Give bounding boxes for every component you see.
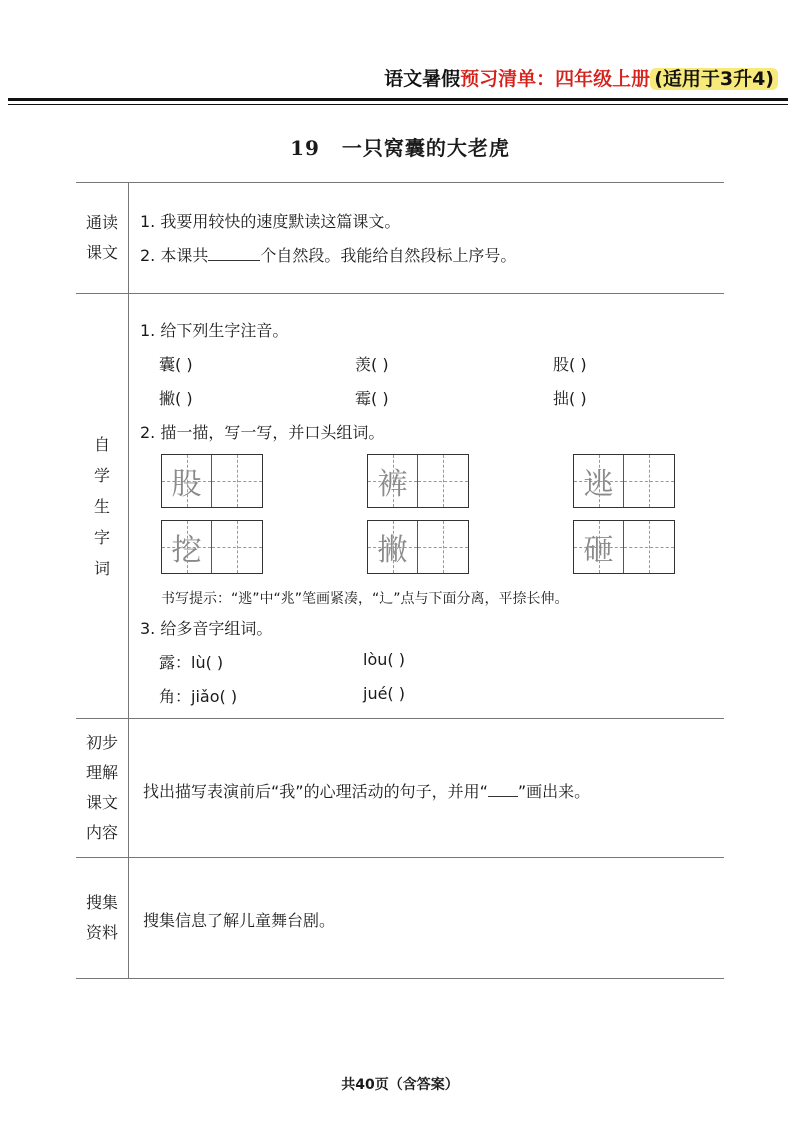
trace-grid[interactable] [573,520,675,574]
pinyin-item[interactable]: 羡( ) [355,355,389,374]
row-understand [76,719,724,858]
label-words-char: 生 [93,496,110,516]
polyphone-item[interactable]: jué( ) [363,684,405,703]
label-words [76,294,129,719]
header-rule-thin [8,104,788,105]
pinyin-item[interactable]: 拙( ) [553,389,587,408]
label-understand [76,719,129,858]
page-footer: 共40页（含答案） [341,1077,459,1093]
label-words-char: 学 [93,465,110,485]
trace-char: 股 [171,467,202,502]
understand-task [143,779,590,802]
pinyin-item[interactable]: 囊( ) [159,355,193,374]
lesson-name: 一只窝囊的大老虎 [341,136,510,160]
content-read [129,183,725,294]
label-collect-line2: 资料 [85,923,118,942]
worksheet-header [384,64,778,91]
polyphone-item[interactable]: 角：jiǎo( ) [159,687,238,706]
label-understand-line: 初步 [85,733,118,752]
label-understand-line: 内容 [85,823,118,842]
understand-task-suffix: ”画出来。 [517,782,591,801]
trace-char: 砸 [583,533,614,568]
header-grade-badge: (适用于3升4) [650,68,778,90]
polyphone-item[interactable]: lòu( ) [363,650,405,669]
writing-tip: 书写提示：“逃”中“兆”笔画紧凑，“辶”点与下面分离，平捺长伸。 [161,591,569,607]
read-item-2-prefix: 2. 本课共 [140,246,209,265]
q3-instruction: 3. 给多音字组词。 [140,619,273,638]
label-collect-line1: 搜集 [85,893,118,912]
worksheet-table [76,182,724,979]
lesson-number: 19 [290,136,320,160]
header-subject: 语文暑假 [384,68,461,90]
pinyin-item[interactable]: 撇( ) [159,389,193,408]
label-understand-line: 课文 [85,793,118,812]
trace-char: 逃 [583,467,614,502]
trace-grid[interactable] [161,520,263,574]
header-rule-thick [8,98,788,101]
collect-task: 搜集信息了解儿童舞台剧。 [143,911,336,930]
trace-grid[interactable] [367,454,469,508]
underline-sample [488,782,518,797]
label-words-char: 字 [93,527,110,547]
read-item-2 [140,243,516,266]
label-read-line1: 通读 [85,213,118,232]
read-item-2-suffix: 个自然段。我能给自然段标上序号。 [260,246,517,265]
pinyin-item[interactable]: 霉( ) [355,389,389,408]
trace-char: 裤 [377,467,408,502]
content-collect [129,858,725,979]
content-words [129,294,725,719]
row-collect [76,858,724,979]
label-read-line2: 课文 [85,243,118,262]
read-item-1: 1. 我要用较快的速度默读这篇课文。 [140,212,401,231]
header-list-title: 预习清单：四年级上册 [460,68,651,90]
trace-char: 挖 [171,533,202,568]
label-collect [76,858,129,979]
polyphone-item[interactable]: 露：lù( ) [159,653,224,672]
label-understand-line: 理解 [85,763,118,782]
row-words [76,294,724,719]
label-read [76,183,129,294]
lesson-title [0,132,800,161]
q1-instruction: 1. 给下列生字注音。 [140,321,289,340]
content-understand [129,719,725,858]
label-words-char: 词 [93,558,110,578]
row-read [76,183,724,294]
trace-char: 撇 [377,533,408,568]
trace-grid[interactable] [573,454,675,508]
label-words-char: 自 [93,434,110,454]
trace-grid[interactable] [161,454,263,508]
understand-task-prefix: 找出描写表演前后“我”的心理活动的句子，并用“ [143,782,488,801]
paragraph-count-blank[interactable] [208,246,260,261]
pinyin-item[interactable]: 股( ) [553,355,587,374]
trace-grid[interactable] [367,520,469,574]
q2-instruction: 2. 描一描，写一写，并口头组词。 [140,423,385,442]
